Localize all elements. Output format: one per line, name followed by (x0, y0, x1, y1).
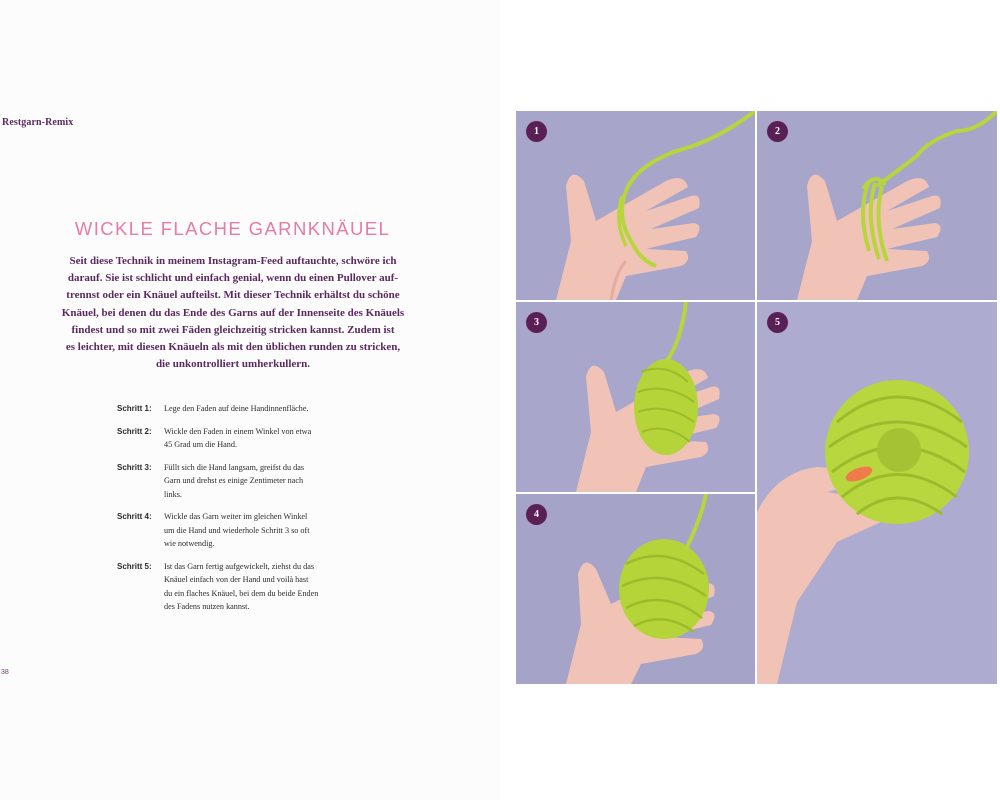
step-line: Füllt sich die Hand langsam, greifst du das (164, 462, 305, 472)
step-badge: 1 (526, 121, 547, 142)
step-line: um die Hand und wiederhole Schritt 3 so oft (164, 525, 310, 535)
step-label: Schritt 5: (117, 561, 152, 571)
intro-line: die unkontrolliert umherkullern. (155, 358, 311, 371)
step-line: Garn und drehst es einige Zentimeter nach (164, 476, 304, 485)
step-text (164, 461, 304, 502)
intro-line: es leichter, mit diesen Knäueln als mit den üblichen runden zu stricken, (65, 341, 401, 354)
intro-line: findest und so mit zwei Fäden gleichzeitig stricken kannst. Zudem ist (71, 323, 395, 336)
step-line: des Fadens nutzen kannst. (164, 602, 250, 611)
step-line: Lege den Faden auf deine Handinnenfläche. (164, 404, 309, 413)
step-text (164, 510, 310, 551)
intro-line: Knäuel, bei denen du das Ende des Garns auf der Innenseite des Knäuels (61, 306, 405, 319)
step-text (164, 425, 311, 452)
step-2 (117, 425, 357, 452)
step-text (164, 560, 318, 614)
step-line: du ein flaches Knäuel, bei dem du beide Enden (164, 588, 319, 598)
step-line: links. (164, 489, 182, 499)
photo-step-1 (516, 111, 755, 300)
step-5 (117, 560, 357, 614)
photo-step-3 (516, 302, 755, 492)
step-line: Wickle den Faden in einem Winkel von etwa (164, 426, 312, 436)
step-line: wie notwendig. (164, 539, 215, 548)
step-badge: 4 (526, 504, 547, 525)
intro-line: trennst oder ein Knäuel aufteilst. Mit dieser Technik erhältst du schöne (66, 289, 400, 302)
step-label: Schritt 4: (117, 512, 152, 521)
running-head: Restgarn-Remix (2, 117, 74, 128)
steps-list (117, 402, 357, 623)
step-badge: 2 (767, 121, 788, 142)
step-1 (117, 402, 357, 416)
photo-step-2 (757, 111, 997, 300)
step-badge: 5 (767, 312, 788, 333)
step-4 (117, 510, 357, 551)
intro-paragraph (50, 253, 416, 373)
step-line: Wickle das Garn weiter im gleichen Winkel (164, 512, 308, 521)
photo-step-5 (757, 302, 997, 684)
step-text (164, 402, 309, 416)
step-3 (117, 461, 357, 502)
page-title: WICKLE FLACHE GARNKNÄUEL (74, 218, 391, 239)
page-number: 38 (1, 669, 9, 676)
step-label: Schritt 1: (117, 404, 152, 413)
step-line: 45 Grad um die Hand. (164, 440, 237, 449)
step-label: Schritt 3: (117, 462, 152, 472)
step-label: Schritt 2: (117, 426, 152, 436)
intro-line: Seit diese Technik in meinem Instagram-Feed auftauchte, schwöre ich (69, 255, 397, 267)
step-badge: 3 (526, 312, 547, 333)
photo-step-4 (516, 494, 755, 684)
intro-line: darauf. Sie ist schlicht und einfach genial, wenn du einen Pullover auf- (67, 272, 399, 285)
step-line: Ist das Garn fertig aufgewickelt, ziehst du das (164, 561, 315, 571)
step-line: Knäuel einfach von der Hand und voilà hast (164, 575, 309, 584)
